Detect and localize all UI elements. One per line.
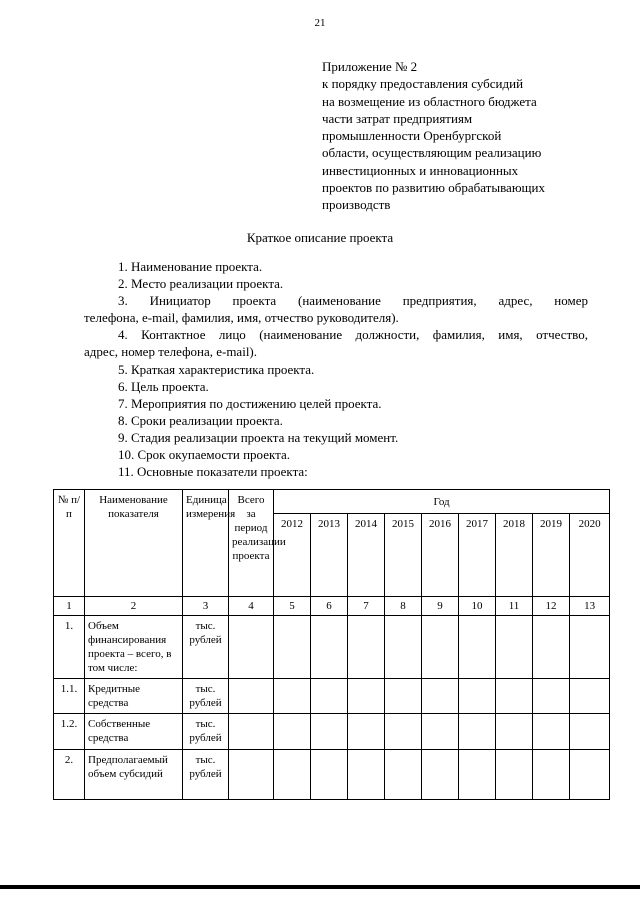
cell-empty (229, 679, 274, 714)
row-name: Собственные средства (85, 714, 183, 750)
list-item: 5. Краткая характеристика проекта. (118, 361, 315, 377)
cell-empty (311, 616, 348, 679)
column-number: 12 (533, 597, 570, 616)
page-number: 21 (314, 17, 326, 29)
table-row (54, 679, 610, 714)
table-row (54, 750, 610, 800)
column-number: 5 (274, 597, 311, 616)
cell-empty (385, 616, 422, 679)
appendix-line: инвестиционных и инновационных (322, 162, 519, 178)
header-year-cell: 2017 (459, 514, 496, 597)
cell-empty (348, 616, 385, 679)
column-number: 1 (54, 597, 85, 616)
cell-empty (570, 714, 610, 750)
cell-empty (496, 714, 533, 750)
cell-empty (570, 750, 610, 800)
row-num: 1. (54, 616, 85, 679)
list-item-continuation: телефона, e-mail, фамилия, имя, отчество руководителя). (84, 310, 399, 326)
appendix-line: области, осуществляющим реализацию (322, 145, 542, 161)
cell-empty (311, 679, 348, 714)
cell-empty (533, 750, 570, 800)
header-year-cell: 2018 (496, 514, 533, 597)
document-title: Краткое описание проекта (246, 230, 394, 245)
header-year-cell: 2012 (274, 514, 311, 597)
cell-empty (570, 616, 610, 679)
cell-empty (533, 616, 570, 679)
list-item: 7. Мероприятия по достижению целей проекта. (118, 395, 382, 411)
row-name: Предполагаемый объем субсидий (85, 750, 183, 800)
column-number: 11 (496, 597, 533, 616)
cell-empty (274, 750, 311, 800)
appendix-line: части затрат предприятиям (322, 110, 473, 126)
project-indicators-table (53, 489, 610, 800)
column-number: 13 (570, 597, 610, 616)
cell-empty (274, 714, 311, 750)
list-item: 3. Инициатор проекта (наименование предприятия, адрес, номер (118, 293, 588, 309)
row-unit: тыс. рублей (183, 679, 229, 714)
row-num: 1.2. (54, 714, 85, 750)
header-year-cell: 2013 (311, 514, 348, 597)
list-item: 2. Место реализации проекта. (118, 276, 284, 292)
appendix-header (322, 58, 622, 214)
cell-empty (311, 714, 348, 750)
column-number: 9 (422, 597, 459, 616)
list-item-continuation: адрес, номер телефона, e-mail). (84, 344, 258, 360)
appendix-line: проектов по развитию обрабатывающих (322, 180, 545, 196)
cell-empty (533, 679, 570, 714)
list-item: 11. Основные показатели проекта: (118, 464, 308, 480)
cell-empty (229, 616, 274, 679)
header-name: Наименование показателя (85, 490, 183, 597)
cell-empty (459, 679, 496, 714)
cell-empty (311, 750, 348, 800)
header-year-cell: 2015 (385, 514, 422, 597)
cell-empty (348, 750, 385, 800)
cell-empty (385, 679, 422, 714)
column-number-row (54, 597, 610, 616)
cell-empty (385, 750, 422, 800)
list-item: 10. Срок окупаемости проекта. (118, 447, 290, 463)
row-num: 2. (54, 750, 85, 800)
header-year-cell: 2014 (348, 514, 385, 597)
header-unit: Единица измерения (183, 490, 229, 597)
cell-empty (385, 714, 422, 750)
list-item: 8. Сроки реализации проекта. (118, 412, 283, 428)
appendix-line: на возмещение из областного бюджета (322, 93, 537, 109)
column-number: 2 (85, 597, 183, 616)
column-number: 4 (229, 597, 274, 616)
cell-empty (229, 750, 274, 800)
cell-empty (274, 616, 311, 679)
appendix-line: производств (322, 197, 391, 213)
cell-empty (459, 750, 496, 800)
cell-empty (348, 714, 385, 750)
cell-empty (570, 679, 610, 714)
cell-empty (422, 616, 459, 679)
header-year: Год (274, 490, 610, 514)
cell-empty (274, 679, 311, 714)
row-unit: тыс. рублей (183, 616, 229, 679)
cell-empty (533, 714, 570, 750)
item-list (84, 258, 588, 480)
table-row (54, 616, 610, 679)
cell-empty (422, 714, 459, 750)
cell-empty (422, 750, 459, 800)
column-number: 8 (385, 597, 422, 616)
row-unit: тыс. рублей (183, 750, 229, 800)
list-item: 1. Наименование проекта. (118, 259, 263, 274)
column-number: 6 (311, 597, 348, 616)
column-number: 7 (348, 597, 385, 616)
column-number: 10 (459, 597, 496, 616)
table-row (54, 714, 610, 750)
list-item: 6. Цель проекта. (118, 378, 209, 394)
header-total: Всего за период реализации проекта (229, 490, 274, 597)
row-num: 1.1. (54, 679, 85, 714)
bottom-rule (0, 885, 640, 889)
list-item: 4. Контактное лицо (наименование должности, фамилия, имя, отчество, (118, 327, 588, 343)
appendix-line: к порядку предоставления субсидий (322, 76, 524, 92)
cell-empty (459, 714, 496, 750)
cell-empty (229, 714, 274, 750)
cell-empty (496, 616, 533, 679)
header-year-cell: 2016 (422, 514, 459, 597)
appendix-line: промышленности Оренбургской (322, 128, 502, 144)
cell-empty (348, 679, 385, 714)
cell-empty (422, 679, 459, 714)
column-number: 3 (183, 597, 229, 616)
header-year-cell: 2019 (533, 514, 570, 597)
list-item: 9. Стадия реализации проекта на текущий момент. (118, 429, 399, 445)
table-header-row (54, 490, 610, 514)
appendix-line: Приложение № 2 (322, 59, 418, 74)
row-unit: тыс. рублей (183, 714, 229, 750)
row-name: Объем финансирования проекта – всего, в том числе: (85, 616, 183, 679)
row-name: Кредитные средства (85, 679, 183, 714)
cell-empty (496, 750, 533, 800)
header-num: № п/п (54, 490, 85, 597)
header-year-cell: 2020 (570, 514, 610, 597)
cell-empty (496, 679, 533, 714)
cell-empty (459, 616, 496, 679)
